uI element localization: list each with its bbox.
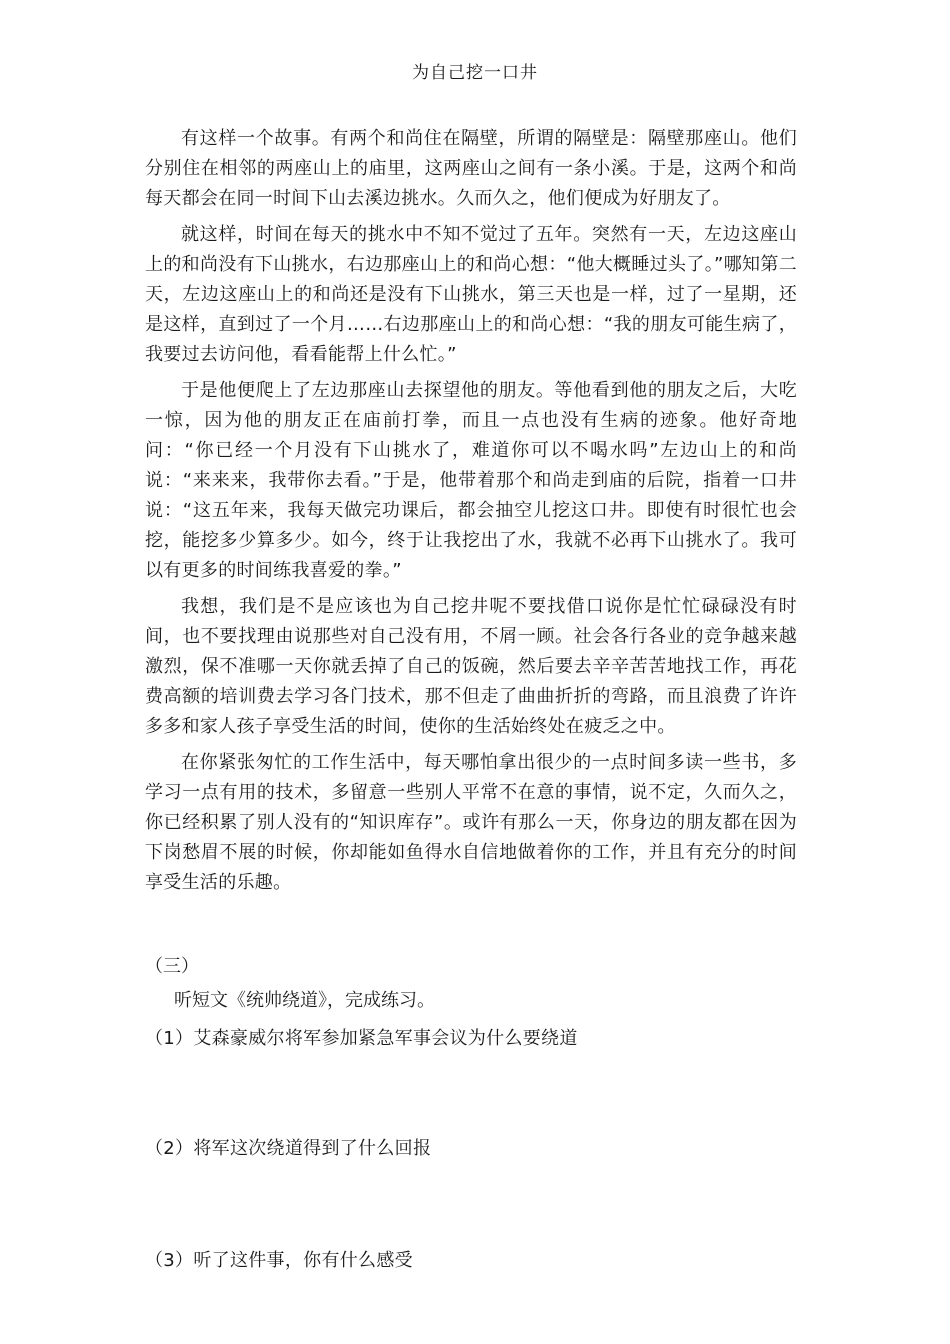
story-body bbox=[145, 124, 797, 904]
document-title: 为自己挖一口井 bbox=[412, 63, 538, 83]
paragraph-5: 在你紧张匆忙的工作生活中，每天哪怕拿出很少的一点时间多读一些书，多学习一点有用的技术，多留意一些别人平常不在意的事情，说不定，久而久之，你已经积累了别人没有的“知识库存”。或许有那么一天，你身边的朋友都在因为下岗愁眉不展的时候，你却能如鱼得水自信地做着你的工作，并且有充分的时间享受生活的乐趣。 bbox=[145, 752, 797, 893]
paragraph-4: 我想，我们是不是应该也为自己挖井呢不要找借口说你是忙忙碌碌没有时间，也不要找理由说那些对自己没有用，不屑一顾。社会各行各业的竞争越来越激烈，保不准哪一天你就丢掉了自己的饭碗，然后要去辛辛苦苦地找工作，再花费高额的培训费去学习各门技术，那不但走了曲曲折折的弯路，而且浪费了许许多多和家人孩子享受生活的时间，使你的生活始终处在疲乏之中。 bbox=[145, 596, 797, 737]
exercise-instruction: 听短文《统帅绕道》，完成练习。 bbox=[174, 990, 435, 1011]
paragraph-3: 于是他便爬上了左边那座山去探望他的朋友。等他看到他的朋友之后，大吃一惊，因为他的朋友正在庙前打拳，而且一点也没有生病的迹象。他好奇地问：“你已经一个月没有下山挑水了，难道你可以不喝水吗”左边山上的和尚说：“来来来，我带你去看。”于是，他带着那个和尚走到庙的后院，指着一口井说：“这五年来，我每天做完功课后，都会抽空儿挖这口井。即使有时很忙也会挖，能挖多少算多少。如今，终于让我挖出了水，我就不必再下山挑水了。我可以有更多的时间练我喜爱的拳。” bbox=[145, 380, 797, 581]
question-2: （2）将军这次绕道得到了什么回报 bbox=[145, 1138, 432, 1159]
paragraph-2: 就这样，时间在每天的挑水中不知不觉过了五年。突然有一天，左边这座山上的和尚没有下山挑水，右边那座山上的和尚心想：“他大概睡过头了。”哪知第二天，左边这座山上的和尚还是没有下山挑水，第三天也是一样，过了一星期，还是这样，直到过了一个月……右边那座山上的和尚心想：“我的朋友可能生病了，我要过去访问他，看看能帮上什么忙。” bbox=[145, 224, 797, 365]
question-1: （1）艾森豪威尔将军参加紧急军事会议为什么要绕道 bbox=[145, 1028, 578, 1049]
section-label: （三） bbox=[145, 956, 199, 977]
question-3: （3）听了这件事，你有什么感受 bbox=[145, 1250, 413, 1271]
paragraph-1: 有这样一个故事。有两个和尚住在隔壁，所谓的隔壁是：隔壁那座山。他们分别住在相邻的两座山上的庙里，这两座山之间有一条小溪。于是，这两个和尚每天都会在同一时间下山去溪边挑水。久而久之，他们便成为好朋友了。 bbox=[145, 128, 797, 209]
